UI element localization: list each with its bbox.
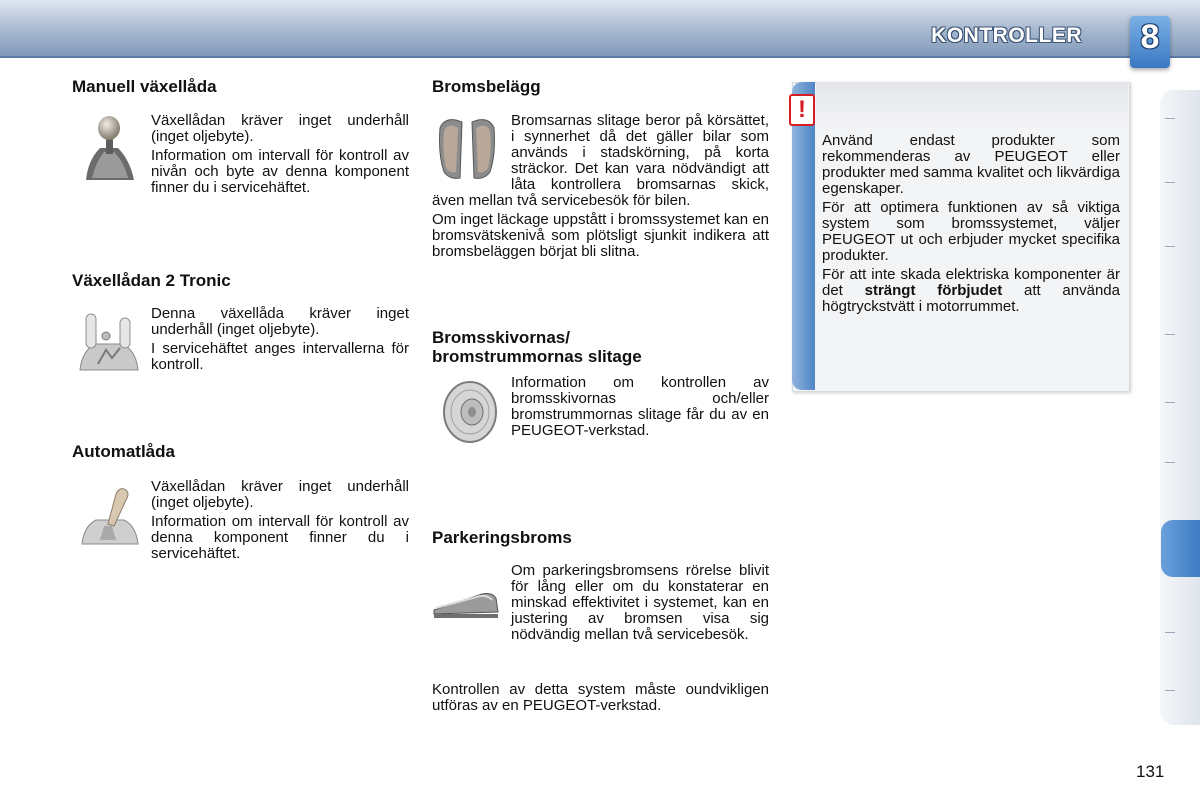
automatic-gearbox-image xyxy=(78,482,140,548)
brake-discs-p1: Information om kontrollen av bromsskivornas och/eller bromstrummornas slitage får du av en PEUGEOT-verkstad. xyxy=(511,374,769,439)
brake-pads-text xyxy=(432,113,769,263)
tronic-p1: Denna växellåda kräver inget underhåll (inget oljebyte). xyxy=(151,305,409,338)
tronic-text xyxy=(151,306,409,376)
automatic-p1: Växellådan kräver inget underhåll (inget oljebyte). xyxy=(151,478,409,511)
warning-text xyxy=(822,133,1120,318)
manual-gearbox-text xyxy=(151,113,409,199)
parking-brake-p2: Kontrollen av detta system måste oundvikligen utföras av en PEUGEOT-verkstad. xyxy=(432,681,769,714)
heading-brake-discs-line1: Bromsskivornas/ xyxy=(432,328,570,347)
tronic-gearbox-image xyxy=(76,310,142,374)
warning-p3-bold: strängt förbjudet xyxy=(864,282,1003,299)
tronic-p2: I servicehäftet anges intervallerna för kontroll. xyxy=(151,340,409,373)
brake-pads-wrap-spacer xyxy=(432,113,511,193)
heading-brake-pads: Bromsbelägg xyxy=(432,77,541,96)
side-tab-divider xyxy=(1165,118,1175,119)
warning-box-header xyxy=(816,82,1128,130)
side-tab-divider xyxy=(1165,246,1175,247)
page-number: 131 xyxy=(1136,762,1165,781)
heading-parking-brake: Parkeringsbroms xyxy=(432,528,572,547)
warning-p1: Använd endast produkter som rekommenderas av PEUGEOT eller produkter med samma kvalitet och likvärdiga egenskaper. xyxy=(822,132,1120,197)
side-tab-divider xyxy=(1165,402,1175,403)
warning-p3-after: att använda högtryckstvätt i motorrummet. xyxy=(822,282,1120,315)
heading-automatic: Automatlåda xyxy=(72,442,175,461)
warning-icon: ! xyxy=(789,94,815,126)
parking-brake-image xyxy=(432,578,500,620)
brake-pads-p1 xyxy=(432,113,769,209)
warning-p2: För att optimera funktionen av så viktiga system som bromssystemet, väljer PEUGEOT ut och erbjuder mycket specifika produkter. xyxy=(822,199,1120,264)
warning-p3-before: För att inte skada elektriska komponenter är det xyxy=(822,266,1120,299)
side-tab-active[interactable] xyxy=(1161,520,1200,577)
automatic-p2: Information om intervall för kontroll av denna komponent finner du i servicehäftet. xyxy=(151,513,409,562)
warning-box-stripe xyxy=(792,82,815,390)
automatic-text xyxy=(151,479,409,565)
chapter-number: 8 xyxy=(1140,18,1160,56)
brake-pads-p1-text: Bromsarnas slitage beror på körsättet, i synnerhet då det gäller bilar som används i stadskörning, på korta sträckor. Det kan vara nödvändigt att låta kontrollera bromsarnas skick, även mellan två servicebesök för bilen. xyxy=(432,112,769,209)
parking-brake-text-2 xyxy=(432,682,769,717)
warning-p3 xyxy=(822,267,1120,315)
manual-gearbox-image xyxy=(78,112,140,184)
manual-gearbox-p2: Information om intervall för kontroll av nivån och byte av denna komponent finner du i servicehäftet. xyxy=(151,147,409,196)
brake-disc-image xyxy=(440,380,498,444)
heading-brake-discs-line2: bromstrummornas slitage xyxy=(432,347,642,366)
parking-brake-text xyxy=(511,563,769,646)
heading-manual-gearbox: Manuell växellåda xyxy=(72,77,217,96)
parking-brake-p1: Om parkeringsbromsens rörelse blivit för lång eller om du konstaterar en minskad effektivitet i systemet, kan en justering av bromsen visa sig nödvändig mellan två servicebesök. xyxy=(511,562,769,643)
manual-gearbox-p1: Växellådan kräver inget underhåll (inget oljebyte). xyxy=(151,112,409,145)
side-tab-divider xyxy=(1165,334,1175,335)
side-tab-divider xyxy=(1165,462,1175,463)
chapter-title: KONTROLLER xyxy=(931,24,1082,47)
side-tab-divider xyxy=(1165,690,1175,691)
heading-2tronic: Växellådan 2 Tronic xyxy=(72,271,231,290)
side-tab-rail xyxy=(1160,90,1200,725)
side-tab-divider xyxy=(1165,182,1175,183)
brake-discs-text xyxy=(511,375,769,442)
side-tab-divider xyxy=(1165,632,1175,633)
brake-pads-p2: Om inget läckage uppstått i bromssystemet kan en bromsvätskenivå som plötsligt sjunkit indikera att bromsbeläggen börjat bli slitna. xyxy=(432,211,769,260)
